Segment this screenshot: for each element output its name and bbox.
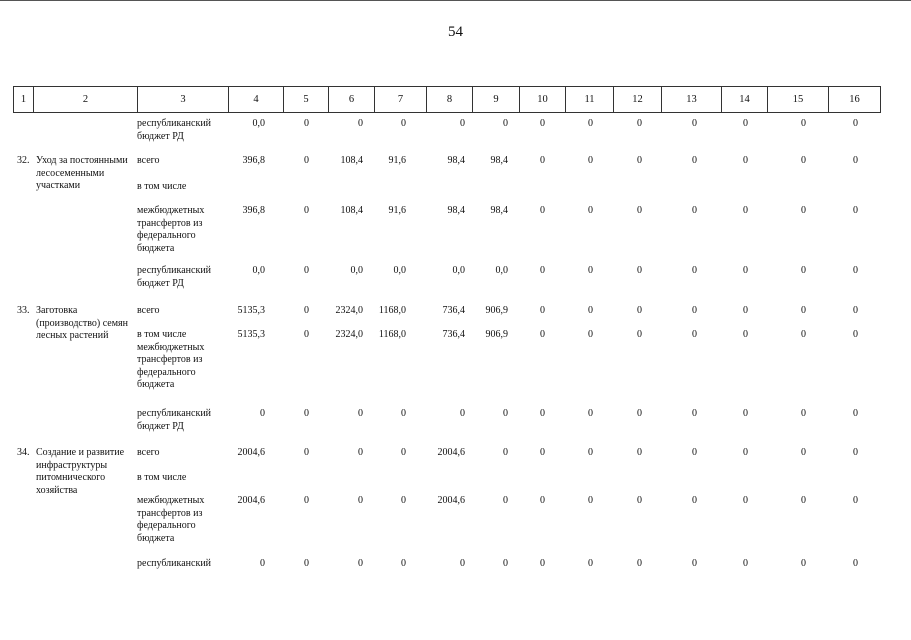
value-cell: 98,4 [447, 205, 465, 216]
value-cell: 0,0 [350, 265, 363, 276]
value-cell: 0 [743, 408, 748, 419]
row-name: Уход за постоянными лесосеменными участками [36, 155, 128, 191]
value-cell: 0 [304, 329, 309, 340]
value-cell: 0 [853, 447, 858, 458]
value-cell: 0 [540, 447, 545, 458]
value-cell: 0,0 [252, 118, 265, 129]
value-cell: 0 [853, 329, 858, 340]
value-cell: 0 [588, 118, 593, 129]
value-cell: 0 [692, 495, 697, 506]
value-cell: 0 [540, 495, 545, 506]
value-cell: 108,4 [340, 155, 363, 166]
value-cell: 0 [503, 447, 508, 458]
value-cell: 0 [637, 329, 642, 340]
value-cell: 1168,0 [378, 305, 406, 316]
value-cell: 0 [853, 118, 858, 129]
row-funding-type: в том числе [137, 472, 187, 483]
row-number: 34. [17, 447, 30, 458]
value-cell: 0 [801, 155, 806, 166]
row-funding-type: межбюджетных трансфертов из федерального бюджета [137, 205, 205, 254]
value-cell: 91,6 [388, 155, 406, 166]
value-cell: 0 [358, 118, 363, 129]
value-cell: 0 [503, 408, 508, 419]
value-cell: 0 [588, 205, 593, 216]
value-cell: 0 [637, 558, 642, 569]
page-number: 54 [448, 24, 463, 40]
value-cell: 0 [853, 205, 858, 216]
value-cell: 5135,3 [237, 329, 265, 340]
value-cell: 0 [637, 155, 642, 166]
value-cell: 2324,0 [335, 329, 363, 340]
value-cell: 2004,6 [437, 495, 465, 506]
value-cell: 0 [588, 408, 593, 419]
value-cell: 0 [637, 118, 642, 129]
value-cell: 0 [401, 558, 406, 569]
value-cell: 0 [801, 329, 806, 340]
value-cell: 736,4 [442, 329, 465, 340]
value-cell: 2324,0 [335, 305, 363, 316]
value-cell: 0 [540, 408, 545, 419]
header-cell-5: 5 [283, 87, 328, 112]
value-cell: 0 [304, 155, 309, 166]
value-cell: 0 [692, 558, 697, 569]
header-cell-14: 14 [721, 87, 767, 112]
header-cell-6: 6 [328, 87, 374, 112]
header-cell-9: 9 [472, 87, 519, 112]
value-cell: 0 [260, 408, 265, 419]
value-cell: 0 [692, 305, 697, 316]
table-header [13, 86, 881, 113]
value-cell: 0 [853, 408, 858, 419]
value-cell: 0 [853, 155, 858, 166]
row-funding-type: республиканский бюджет РД [137, 408, 212, 432]
value-cell: 0 [401, 447, 406, 458]
row-funding-type: всего [137, 155, 160, 166]
value-cell: 0 [540, 558, 545, 569]
header-cell-12: 12 [613, 87, 661, 112]
header-cell-13: 13 [661, 87, 721, 112]
value-cell: 736,4 [442, 305, 465, 316]
value-cell: 0 [503, 558, 508, 569]
value-cell: 0 [743, 495, 748, 506]
value-cell: 5135,3 [237, 305, 265, 316]
value-cell: 0 [692, 205, 697, 216]
value-cell: 98,4 [490, 205, 508, 216]
row-funding-type: республиканский [137, 558, 212, 569]
header-cell-11: 11 [565, 87, 613, 112]
value-cell: 0 [304, 558, 309, 569]
value-cell: 0 [304, 265, 309, 276]
value-cell: 0 [460, 118, 465, 129]
value-cell: 0 [503, 495, 508, 506]
page-top-edge [0, 0, 911, 1]
value-cell: 1168,0 [378, 329, 406, 340]
value-cell: 0 [801, 205, 806, 216]
value-cell: 0 [743, 558, 748, 569]
value-cell: 0 [692, 447, 697, 458]
value-cell: 0 [801, 447, 806, 458]
value-cell: 0 [401, 495, 406, 506]
value-cell: 0 [801, 265, 806, 276]
row-funding-type: в том числе межбюджетных трансфертов из федерального бюджета [137, 329, 205, 390]
header-cell-7: 7 [374, 87, 426, 112]
value-cell: 0 [588, 265, 593, 276]
value-cell: 2004,6 [437, 447, 465, 458]
value-cell: 0 [540, 118, 545, 129]
row-funding-type: всего [137, 447, 160, 458]
value-cell: 0 [637, 408, 642, 419]
row-funding-type: республиканский бюджет РД [137, 265, 212, 289]
value-cell: 0 [540, 205, 545, 216]
value-cell: 0 [692, 118, 697, 129]
value-cell: 0,0 [452, 265, 465, 276]
value-cell: 0,0 [252, 265, 265, 276]
header-cell-1: 1 [13, 87, 33, 112]
value-cell: 0 [503, 118, 508, 129]
value-cell: 0 [743, 265, 748, 276]
header-cell-15: 15 [767, 87, 828, 112]
value-cell: 0 [540, 265, 545, 276]
value-cell: 0 [853, 495, 858, 506]
row-name: Создание и развитие инфраструктуры питомнического хозяйства [36, 447, 125, 496]
header-cell-16: 16 [828, 87, 881, 112]
value-cell: 98,4 [490, 155, 508, 166]
value-cell: 91,6 [388, 205, 406, 216]
value-cell: 0 [460, 558, 465, 569]
value-cell: 108,4 [340, 205, 363, 216]
value-cell: 2004,6 [237, 495, 265, 506]
value-cell: 0 [304, 305, 309, 316]
row-name: Заготовка (производство) семян лесных растений [36, 305, 129, 341]
value-cell: 0 [358, 558, 363, 569]
value-cell: 0 [304, 447, 309, 458]
header-cell-3: 3 [137, 87, 228, 112]
header-cell-8: 8 [426, 87, 472, 112]
value-cell: 0 [304, 205, 309, 216]
value-cell: 0 [853, 305, 858, 316]
value-cell: 0 [743, 205, 748, 216]
value-cell: 0 [637, 265, 642, 276]
value-cell: 0 [460, 408, 465, 419]
value-cell: 0 [692, 329, 697, 340]
value-cell: 396,8 [242, 155, 265, 166]
value-cell: 0 [801, 118, 806, 129]
row-number: 33. [17, 305, 30, 316]
value-cell: 0 [304, 495, 309, 506]
value-cell: 0 [743, 118, 748, 129]
value-cell: 0 [743, 305, 748, 316]
value-cell: 0 [692, 408, 697, 419]
value-cell: 0 [540, 155, 545, 166]
row-funding-type: в том числе [137, 181, 187, 192]
value-cell: 0 [401, 118, 406, 129]
value-cell: 0 [743, 329, 748, 340]
value-cell: 0 [304, 118, 309, 129]
value-cell: 0 [692, 155, 697, 166]
value-cell: 0 [801, 408, 806, 419]
value-cell: 0 [540, 305, 545, 316]
value-cell: 906,9 [485, 305, 508, 316]
value-cell: 0 [540, 329, 545, 340]
value-cell: 0 [853, 558, 858, 569]
value-cell: 0 [801, 495, 806, 506]
value-cell: 0 [260, 558, 265, 569]
value-cell: 0 [588, 447, 593, 458]
header-cell-4: 4 [228, 87, 283, 112]
value-cell: 0 [637, 205, 642, 216]
header-cell-2: 2 [33, 87, 137, 112]
value-cell: 0 [588, 558, 593, 569]
value-cell: 0 [588, 495, 593, 506]
value-cell: 0 [743, 447, 748, 458]
value-cell: 0 [358, 408, 363, 419]
row-number: 32. [17, 155, 30, 166]
value-cell: 0 [358, 447, 363, 458]
value-cell: 98,4 [447, 155, 465, 166]
value-cell: 0 [588, 329, 593, 340]
value-cell: 0 [743, 155, 748, 166]
value-cell: 0,0 [495, 265, 508, 276]
row-funding-type: межбюджетных трансфертов из федерального бюджета [137, 495, 205, 544]
value-cell: 0 [801, 558, 806, 569]
value-cell: 0 [401, 408, 406, 419]
value-cell: 0 [801, 305, 806, 316]
value-cell: 0 [588, 305, 593, 316]
header-cell-10: 10 [519, 87, 565, 112]
value-cell: 0 [637, 447, 642, 458]
value-cell: 0 [692, 265, 697, 276]
value-cell: 0 [853, 265, 858, 276]
value-cell: 0 [304, 408, 309, 419]
row-funding-type: всего [137, 305, 160, 316]
value-cell: 906,9 [485, 329, 508, 340]
value-cell: 0 [637, 495, 642, 506]
value-cell: 0,0 [393, 265, 406, 276]
value-cell: 0 [588, 155, 593, 166]
value-cell: 0 [637, 305, 642, 316]
value-cell: 396,8 [242, 205, 265, 216]
value-cell: 0 [358, 495, 363, 506]
row-funding-type: республиканский бюджет РД [137, 118, 212, 142]
value-cell: 2004,6 [237, 447, 265, 458]
